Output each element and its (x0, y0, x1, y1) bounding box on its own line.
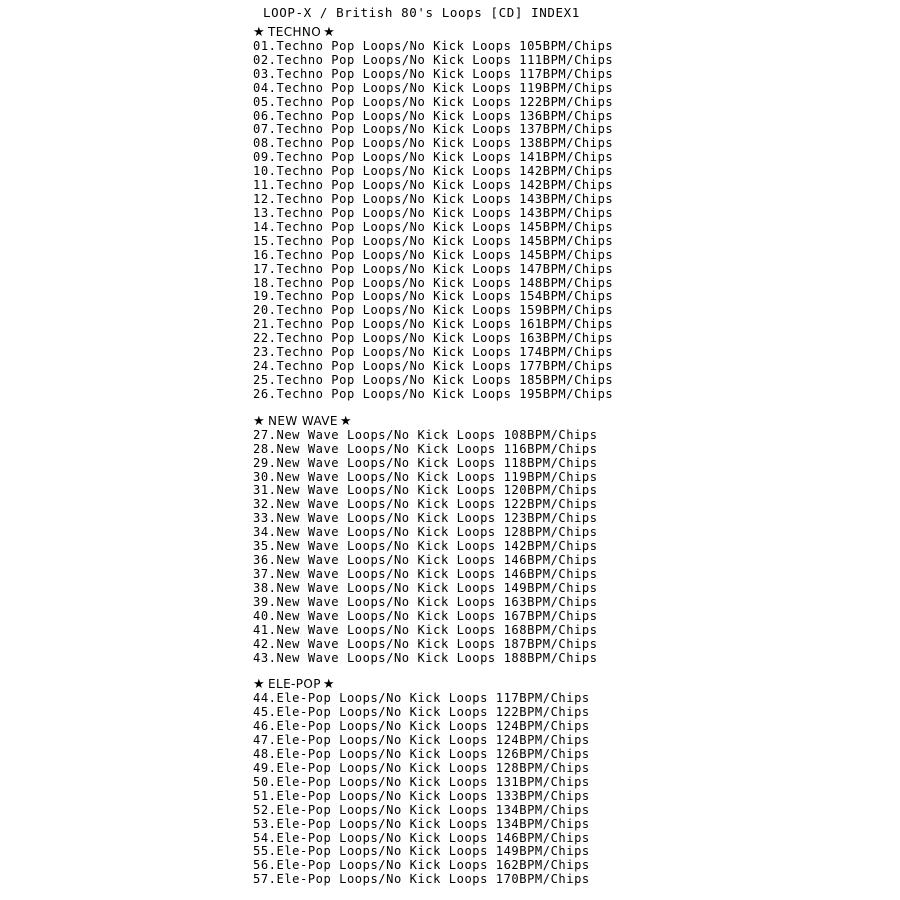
track-list-item: 46.Ele-Pop Loops/No Kick Loops 124BPM/Chips (253, 719, 590, 734)
track-list-item: 48.Ele-Pop Loops/No Kick Loops 126BPM/Chips (253, 747, 590, 761)
track-list-item: 34.New Wave Loops/No Kick Loops 128BPM/Chips (253, 525, 598, 540)
track-list-item: 03.Techno Pop Loops/No Kick Loops 117BPM/Chips (253, 66, 614, 81)
track-list-item: 47.Ele-Pop Loops/No Kick Loops 124BPM/Chips (253, 733, 590, 748)
section-ele-pop (253, 678, 853, 887)
track-list-item: 24.Techno Pop Loops/No Kick Loops 177BPM/Chips (253, 359, 614, 374)
track-list-item: 31.New Wave Loops/No Kick Loops 120BPM/Chips (253, 483, 598, 498)
track-list-item: 56.Ele-Pop Loops/No Kick Loops 162BPM/Chips (253, 858, 590, 873)
track-list-item: 36.New Wave Loops/No Kick Loops 146BPM/Chips (253, 553, 598, 568)
track-list-item: 23.Techno Pop Loops/No Kick Loops 174BPM/Chips (253, 345, 614, 360)
star-icon: ★ (322, 677, 335, 693)
section-header (253, 415, 853, 429)
track-list-item: 28.New Wave Loops/No Kick Loops 116BPM/Chips (253, 441, 598, 456)
track-list-item: 49.Ele-Pop Loops/No Kick Loops 128BPM/Chips (253, 760, 590, 775)
track-list-item: 54.Ele-Pop Loops/No Kick Loops 146BPM/Chips (253, 830, 590, 845)
track-list-item: 27.New Wave Loops/No Kick Loops 108BPM/Chips (253, 427, 598, 442)
track-list-item: 22.Techno Pop Loops/No Kick Loops 163BPM/Chips (253, 331, 614, 346)
track-list-item: 39.New Wave Loops/No Kick Loops 163BPM/Chips (253, 594, 598, 609)
track-list-item: 40.New Wave Loops/No Kick Loops 167BPM/Chips (253, 608, 598, 623)
section-header (253, 678, 853, 692)
track-list-item: 30.New Wave Loops/No Kick Loops 119BPM/Chips (253, 469, 598, 484)
track-list-item: 01.Techno Pop Loops/No Kick Loops 105BPM/Chips (253, 38, 614, 53)
track-list-item: 44.Ele-Pop Loops/No Kick Loops 117BPM/Chips (253, 691, 590, 706)
track-list-item: 14.Techno Pop Loops/No Kick Loops 145BPM/Chips (253, 219, 614, 234)
track-list-item: 43.New Wave Loops/No Kick Loops 188BPM/Chips (253, 650, 598, 665)
document-title: LOOP-X / British 80's Loops [CD] INDEX1 (263, 5, 580, 20)
star-icon: ★ (253, 25, 265, 40)
track-list-item: 42.New Wave Loops/No Kick Loops 187BPM/Chips (253, 636, 598, 651)
track-list-item: 09.Techno Pop Loops/No Kick Loops 141BPM/Chips (253, 150, 614, 165)
track-list-item: 55.Ele-Pop Loops/No Kick Loops 149BPM/Chips (253, 844, 590, 859)
star-icon: ★ (339, 413, 352, 429)
track-list-item: 11.Techno Pop Loops/No Kick Loops 142BPM/Chips (253, 178, 614, 193)
track-list-item: 19.Techno Pop Loops/No Kick Loops 154BPM/Chips (253, 289, 614, 304)
track-list-item: 13.Techno Pop Loops/No Kick Loops 143BPM/Chips (253, 205, 614, 220)
track-list-item: 07.Techno Pop Loops/No Kick Loops 137BPM/Chips (253, 122, 614, 137)
track-list-item: 50.Ele-Pop Loops/No Kick Loops 131BPM/Chips (253, 774, 590, 789)
track-list-item: 35.New Wave Loops/No Kick Loops 142BPM/Chips (253, 539, 598, 554)
track-list (253, 429, 853, 666)
track-list-item: 05.Techno Pop Loops/No Kick Loops 122BPM/Chips (253, 94, 614, 109)
track-list-item: 45.Ele-Pop Loops/No Kick Loops 122BPM/Chips (253, 705, 590, 720)
section-title: TECHNO (268, 25, 322, 39)
section-title: NEW WAVE (268, 413, 338, 428)
track-list-item: 53.Ele-Pop Loops/No Kick Loops 134BPM/Chips (253, 816, 590, 831)
track-list-item: 21.Techno Pop Loops/No Kick Loops 161BPM/Chips (253, 317, 614, 332)
section-title: ELE-POP (268, 677, 321, 692)
track-list-item: 38.New Wave Loops/No Kick Loops 149BPM/Chips (253, 580, 598, 595)
section-new-wave (253, 415, 853, 666)
track-list-item: 25.Techno Pop Loops/No Kick Loops 185BPM/Chips (253, 373, 614, 388)
track-list-item: 10.Techno Pop Loops/No Kick Loops 142BPM/Chips (253, 164, 614, 179)
track-index-document (253, 5, 853, 887)
star-icon: ★ (253, 677, 265, 693)
track-list-item: 06.Techno Pop Loops/No Kick Loops 136BPM/Chips (253, 108, 614, 123)
track-list-item: 08.Techno Pop Loops/No Kick Loops 138BPM/Chips (253, 136, 614, 151)
track-list-item: 18.Techno Pop Loops/No Kick Loops 148BPM/Chips (253, 275, 614, 290)
track-list-item: 16.Techno Pop Loops/No Kick Loops 145BPM/Chips (253, 247, 614, 262)
track-list-item: 17.Techno Pop Loops/No Kick Loops 147BPM/Chips (253, 261, 614, 276)
track-list-item: 52.Ele-Pop Loops/No Kick Loops 134BPM/Chips (253, 802, 590, 817)
section-techno (253, 26, 853, 402)
star-icon: ★ (323, 25, 335, 40)
track-list-item: 04.Techno Pop Loops/No Kick Loops 119BPM/Chips (253, 80, 614, 95)
track-list-item: 26.Techno Pop Loops/No Kick Loops 195BPM/Chips (253, 386, 614, 401)
track-list-item: 20.Techno Pop Loops/No Kick Loops 159BPM/Chips (253, 303, 614, 318)
section-header (253, 26, 853, 40)
track-list-item: 02.Techno Pop Loops/No Kick Loops 111BPM/Chips (253, 52, 614, 67)
track-list-item: 41.New Wave Loops/No Kick Loops 168BPM/Chips (253, 622, 598, 637)
track-list-item: 29.New Wave Loops/No Kick Loops 118BPM/Chips (253, 455, 598, 470)
track-list-item: 57.Ele-Pop Loops/No Kick Loops 170BPM/Chips (253, 872, 590, 887)
track-list-item: 33.New Wave Loops/No Kick Loops 123BPM/Chips (253, 511, 598, 526)
track-list-item: 32.New Wave Loops/No Kick Loops 122BPM/Chips (253, 497, 598, 512)
track-list (253, 692, 853, 887)
star-icon: ★ (253, 413, 265, 429)
track-list-item: 15.Techno Pop Loops/No Kick Loops 145BPM/Chips (253, 233, 614, 248)
track-list (253, 40, 853, 402)
track-list-item: 51.Ele-Pop Loops/No Kick Loops 133BPM/Chips (253, 788, 590, 803)
track-list-item: 37.New Wave Loops/No Kick Loops 146BPM/Chips (253, 566, 598, 581)
track-list-item: 12.Techno Pop Loops/No Kick Loops 143BPM/Chips (253, 192, 614, 207)
